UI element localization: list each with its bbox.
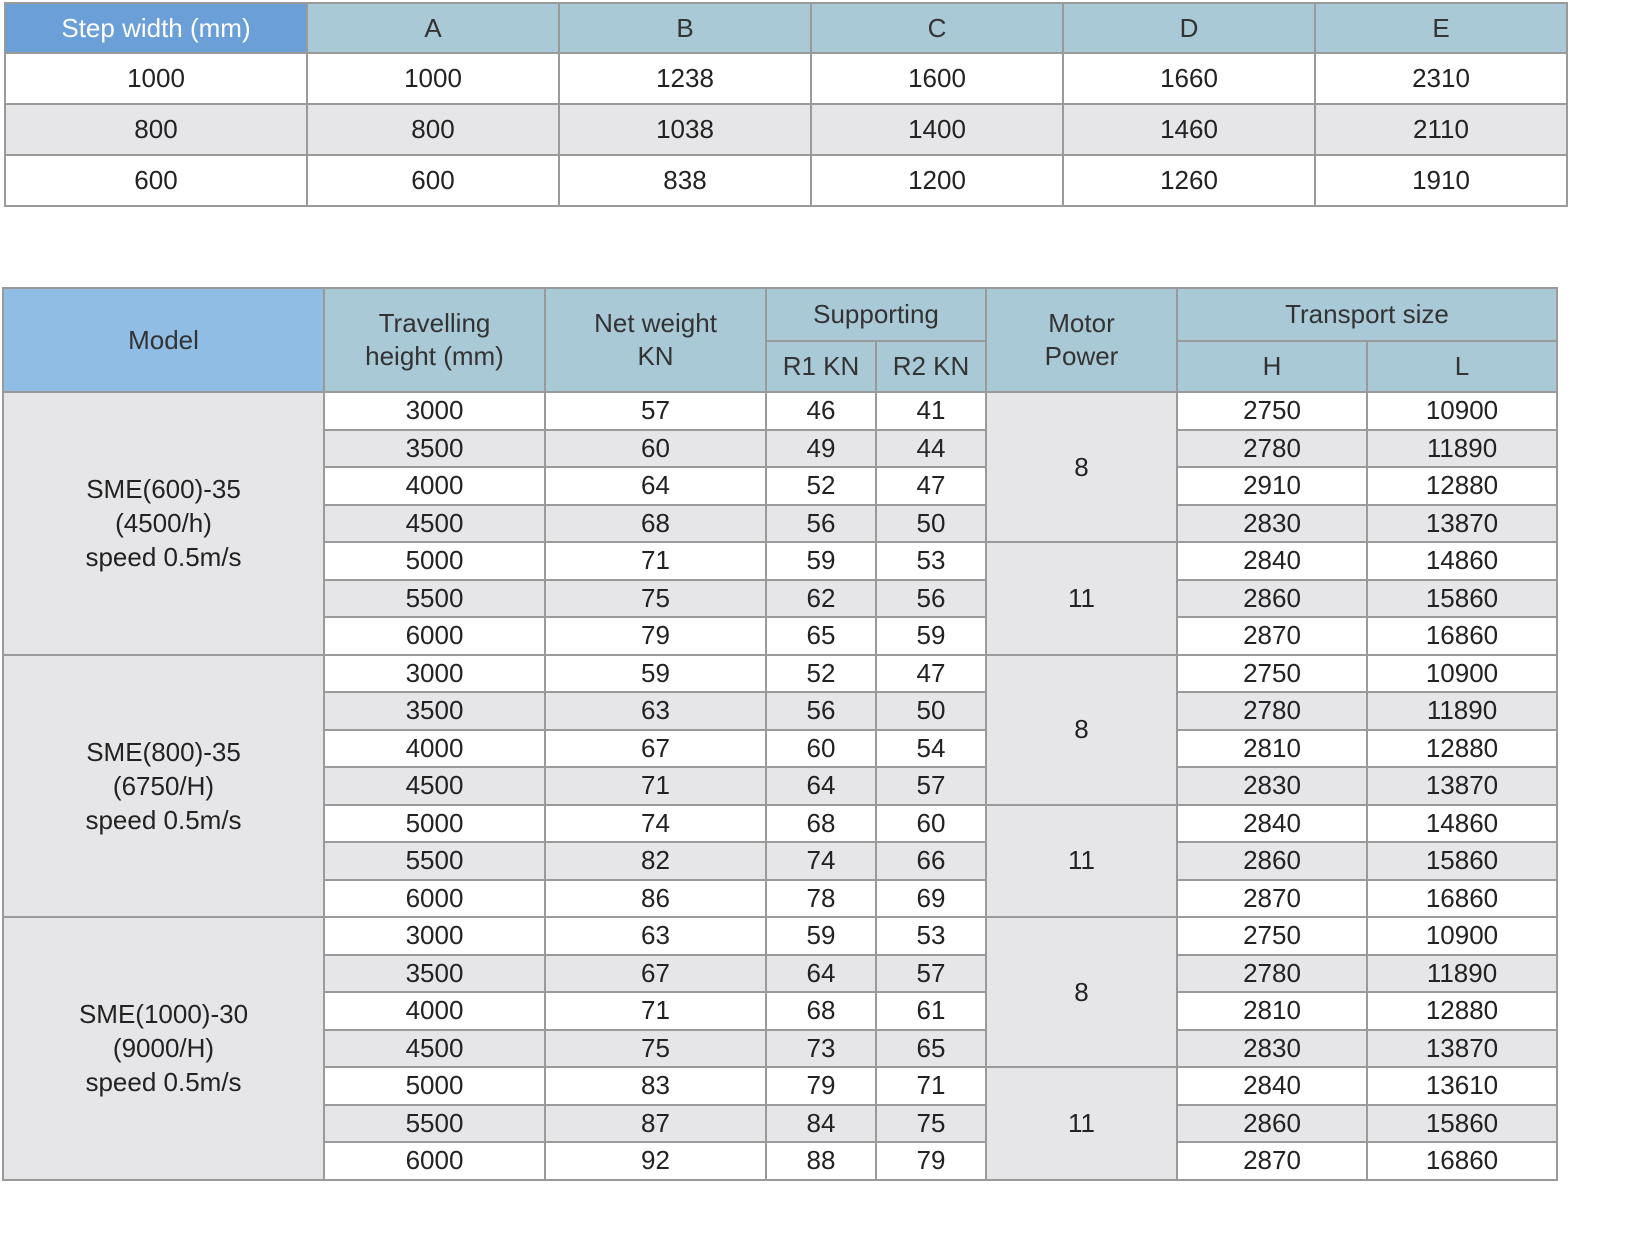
table-cell: 5500 — [324, 842, 545, 880]
table-row — [3, 655, 1557, 693]
table-cell: 59 — [876, 617, 986, 655]
table-cell: 2110 — [1315, 104, 1567, 155]
table-cell: 838 — [559, 155, 811, 206]
table-cell: 50 — [876, 692, 986, 730]
model-line: SME(600)-35 — [86, 474, 241, 505]
model-cell — [3, 392, 324, 655]
dim-c-header: C — [811, 3, 1063, 53]
table-cell: 57 — [876, 767, 986, 805]
table-cell: 68 — [766, 992, 876, 1030]
table-cell: 87 — [545, 1105, 766, 1143]
net-weight-header: Net weight KN — [545, 288, 766, 392]
table-cell: 52 — [766, 467, 876, 505]
table-cell: 63 — [545, 917, 766, 955]
motor-power-header: Motor Power — [986, 288, 1177, 392]
table-cell: 52 — [766, 655, 876, 693]
table-cell: 47 — [876, 467, 986, 505]
table-cell: 13870 — [1367, 767, 1557, 805]
table-cell: 600 — [307, 155, 559, 206]
table-cell: 2830 — [1177, 505, 1367, 543]
table-cell: 5000 — [324, 542, 545, 580]
table-cell: 5500 — [324, 1105, 545, 1143]
table-cell: 11890 — [1367, 430, 1557, 468]
table-cell: 2860 — [1177, 580, 1367, 618]
step-width-header: Step width (mm) — [5, 3, 307, 53]
table-cell: 10900 — [1367, 392, 1557, 430]
table-cell: 4000 — [324, 730, 545, 768]
table-cell: 2310 — [1315, 53, 1567, 104]
model-line: (6750/H) — [112, 770, 215, 801]
table-row — [5, 155, 1567, 206]
table-cell: 60 — [876, 805, 986, 843]
table-cell: 4500 — [324, 505, 545, 543]
supporting-header: Supporting — [766, 288, 986, 341]
table-cell: 59 — [545, 655, 766, 693]
table-cell: 71 — [545, 542, 766, 580]
table-cell: 65 — [876, 1030, 986, 1068]
transport-size-header: Transport size — [1177, 288, 1557, 341]
model-line: speed 0.5m/s — [85, 1067, 242, 1098]
table-cell: 82 — [545, 842, 766, 880]
table-cell: 1000 — [307, 53, 559, 104]
dim-b-header: B — [559, 3, 811, 53]
table-cell: 4500 — [324, 1030, 545, 1068]
table-cell: 15860 — [1367, 1105, 1557, 1143]
table-cell: 2870 — [1177, 880, 1367, 918]
table-row — [3, 392, 1557, 430]
table-cell: 4000 — [324, 467, 545, 505]
table-cell: 67 — [545, 730, 766, 768]
table-cell: 15860 — [1367, 580, 1557, 618]
table-cell: 1238 — [559, 53, 811, 104]
table-cell: 88 — [766, 1142, 876, 1180]
table-cell: 2810 — [1177, 992, 1367, 1030]
table-cell: 57 — [545, 392, 766, 430]
model-cell — [3, 917, 324, 1180]
table-cell: 57 — [876, 955, 986, 993]
table-cell: 74 — [545, 805, 766, 843]
spec-header-row-1 — [3, 288, 1557, 341]
table-cell: 3000 — [324, 917, 545, 955]
table-cell: 68 — [545, 505, 766, 543]
table-cell: 12880 — [1367, 992, 1557, 1030]
motor-power-cell: 11 — [986, 805, 1177, 918]
table-cell: 3500 — [324, 692, 545, 730]
table-cell: 74 — [766, 842, 876, 880]
table-cell: 44 — [876, 430, 986, 468]
table-cell: 600 — [5, 155, 307, 206]
table-cell: 2840 — [1177, 542, 1367, 580]
table-cell: 2830 — [1177, 1030, 1367, 1068]
table-cell: 73 — [766, 1030, 876, 1068]
motor-power-cell: 11 — [986, 542, 1177, 655]
table-cell: 53 — [876, 542, 986, 580]
table-cell: 1660 — [1063, 53, 1315, 104]
motor-power-cell: 11 — [986, 1067, 1177, 1180]
table-cell: 3000 — [324, 392, 545, 430]
table-cell: 86 — [545, 880, 766, 918]
table-cell: 3000 — [324, 655, 545, 693]
model-line: SME(800)-35 — [86, 736, 241, 767]
table-cell: 1400 — [811, 104, 1063, 155]
motor-power-cell: 8 — [986, 917, 1177, 1067]
table-cell: 75 — [545, 580, 766, 618]
model-line: speed 0.5m/s — [85, 542, 242, 573]
table-cell: 75 — [876, 1105, 986, 1143]
table-cell: 59 — [766, 917, 876, 955]
table-cell: 3500 — [324, 430, 545, 468]
motor-power-cell: 8 — [986, 655, 1177, 805]
table-cell: 47 — [876, 655, 986, 693]
table-cell: 2750 — [1177, 655, 1367, 693]
table-cell: 2910 — [1177, 467, 1367, 505]
dim-d-header: D — [1063, 3, 1315, 53]
table-cell: 56 — [876, 580, 986, 618]
table-cell: 16860 — [1367, 1142, 1557, 1180]
step-width-table — [4, 2, 1568, 207]
table-cell: 64 — [766, 955, 876, 993]
table-cell: 2870 — [1177, 1142, 1367, 1180]
l-header: L — [1367, 341, 1557, 392]
table-cell: 56 — [766, 505, 876, 543]
table-cell: 75 — [545, 1030, 766, 1068]
table-cell: 67 — [545, 955, 766, 993]
model-cell — [3, 655, 324, 918]
table-cell: 68 — [766, 805, 876, 843]
table-cell: 2870 — [1177, 617, 1367, 655]
table-cell: 14860 — [1367, 542, 1557, 580]
table-cell: 64 — [545, 467, 766, 505]
table-cell: 1460 — [1063, 104, 1315, 155]
table-cell: 5000 — [324, 1067, 545, 1105]
table-cell: 2780 — [1177, 692, 1367, 730]
model-line: speed 0.5m/s — [85, 804, 242, 835]
table-cell: 71 — [545, 992, 766, 1030]
table-cell: 4000 — [324, 992, 545, 1030]
table-cell: 71 — [876, 1067, 986, 1105]
table-row — [5, 53, 1567, 104]
step-table-header-row — [5, 3, 1567, 53]
dim-a-header: A — [307, 3, 559, 53]
table-cell: 2840 — [1177, 805, 1367, 843]
table-cell: 50 — [876, 505, 986, 543]
table-cell: 2830 — [1177, 767, 1367, 805]
table-cell: 1038 — [559, 104, 811, 155]
table-cell: 2750 — [1177, 392, 1367, 430]
table-cell: 83 — [545, 1067, 766, 1105]
table-cell: 1260 — [1063, 155, 1315, 206]
table-cell: 79 — [876, 1142, 986, 1180]
model-line: SME(1000)-30 — [78, 999, 249, 1030]
table-cell: 16860 — [1367, 880, 1557, 918]
table-cell: 63 — [545, 692, 766, 730]
table-cell: 2840 — [1177, 1067, 1367, 1105]
table-cell: 11890 — [1367, 955, 1557, 993]
table-cell: 61 — [876, 992, 986, 1030]
table-cell: 60 — [766, 730, 876, 768]
table-cell: 13610 — [1367, 1067, 1557, 1105]
table-cell: 13870 — [1367, 1030, 1557, 1068]
table-cell: 59 — [766, 542, 876, 580]
model-spec-table — [2, 287, 1558, 1181]
table-cell: 56 — [766, 692, 876, 730]
model-line: (4500/h) — [115, 508, 212, 539]
table-cell: 13870 — [1367, 505, 1557, 543]
table-cell: 10900 — [1367, 655, 1557, 693]
table-cell: 71 — [545, 767, 766, 805]
table-cell: 2780 — [1177, 955, 1367, 993]
table-cell: 69 — [876, 880, 986, 918]
table-cell: 46 — [766, 392, 876, 430]
model-line: (9000/H) — [112, 1033, 215, 1064]
spec-table-body — [3, 392, 1557, 1180]
table-cell: 1200 — [811, 155, 1063, 206]
table-cell: 6000 — [324, 1142, 545, 1180]
table-cell: 78 — [766, 880, 876, 918]
table-cell: 2860 — [1177, 1105, 1367, 1143]
table-cell: 800 — [5, 104, 307, 155]
table-cell: 5500 — [324, 580, 545, 618]
table-cell: 2860 — [1177, 842, 1367, 880]
table-cell: 14860 — [1367, 805, 1557, 843]
table-cell: 62 — [766, 580, 876, 618]
table-cell: 92 — [545, 1142, 766, 1180]
table-cell: 1000 — [5, 53, 307, 104]
table-cell: 41 — [876, 392, 986, 430]
dim-e-header: E — [1315, 3, 1567, 53]
table-cell: 2810 — [1177, 730, 1367, 768]
table-cell: 4500 — [324, 767, 545, 805]
table-cell: 12880 — [1367, 467, 1557, 505]
r1-header: R1 KN — [766, 341, 876, 392]
table-cell: 6000 — [324, 617, 545, 655]
table-cell: 800 — [307, 104, 559, 155]
table-row — [3, 917, 1557, 955]
table-cell: 53 — [876, 917, 986, 955]
table-row — [5, 104, 1567, 155]
table-cell: 84 — [766, 1105, 876, 1143]
table-cell: 2780 — [1177, 430, 1367, 468]
motor-power-cell: 8 — [986, 392, 1177, 542]
table-cell: 3500 — [324, 955, 545, 993]
h-header: H — [1177, 341, 1367, 392]
table-cell: 16860 — [1367, 617, 1557, 655]
table-cell: 1910 — [1315, 155, 1567, 206]
table-cell: 60 — [545, 430, 766, 468]
table-cell: 1600 — [811, 53, 1063, 104]
table-cell: 65 — [766, 617, 876, 655]
table-cell: 66 — [876, 842, 986, 880]
travelling-height-header: Travelling height (mm) — [324, 288, 545, 392]
table-cell: 5000 — [324, 805, 545, 843]
table-cell: 15860 — [1367, 842, 1557, 880]
table-cell: 11890 — [1367, 692, 1557, 730]
table-cell: 10900 — [1367, 917, 1557, 955]
table-cell: 2750 — [1177, 917, 1367, 955]
table-cell: 64 — [766, 767, 876, 805]
table-cell: 79 — [766, 1067, 876, 1105]
table-cell: 6000 — [324, 880, 545, 918]
table-cell: 12880 — [1367, 730, 1557, 768]
r2-header: R2 KN — [876, 341, 986, 392]
table-cell: 79 — [545, 617, 766, 655]
table-cell: 54 — [876, 730, 986, 768]
table-cell: 49 — [766, 430, 876, 468]
model-header: Model — [3, 288, 324, 392]
